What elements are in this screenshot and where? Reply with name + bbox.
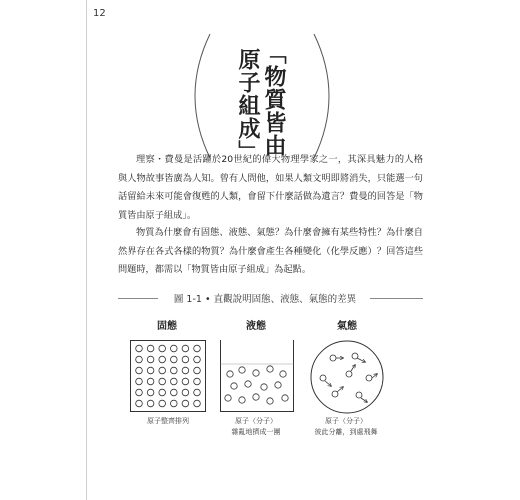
title-line-1: 「物質皆由 (261, 42, 286, 157)
solid-particle (159, 356, 166, 363)
caption-rule-left (118, 298, 158, 299)
solid-particle (194, 345, 201, 352)
solid-particle (136, 345, 143, 352)
solid-particle (136, 356, 143, 363)
solid-particle (159, 345, 166, 352)
page-number: 12 (93, 8, 106, 19)
paragraph-2 (118, 224, 423, 280)
liquid-note-line-1: 原子（分子） (235, 417, 277, 425)
solid-particle (194, 378, 201, 385)
solid-particle (194, 367, 201, 374)
solid-particle (182, 367, 189, 374)
gas-particles (320, 353, 372, 398)
solid-note-line-1: 原子整齊排列 (147, 417, 189, 425)
solid-particle (147, 345, 154, 352)
solid-particle (182, 389, 189, 396)
solid-particle (159, 367, 166, 374)
solid-diagram (130, 340, 206, 412)
solid-particle (147, 356, 154, 363)
solid-particle (136, 400, 143, 407)
solid-particle (171, 356, 178, 363)
solid-particle (194, 389, 201, 396)
liquid-note (206, 416, 306, 438)
gas-label: 氣態 (337, 321, 357, 332)
solid-particle (147, 389, 154, 396)
solid-particle (171, 367, 178, 374)
solid-particle (182, 400, 189, 407)
liquid-note-line-2: 雜亂地擠成一團 (231, 428, 281, 436)
gas-note-line-1: 原子（分子） (325, 417, 367, 425)
solid-label: 固態 (157, 321, 177, 332)
gas-diagram (309, 340, 385, 414)
solid-particle (159, 378, 166, 385)
page-margin-rule (86, 0, 87, 500)
gas-note-line-2: 彼此分離，到處飛舞 (314, 428, 378, 436)
gas-note (296, 416, 396, 438)
solid-particle (171, 378, 178, 385)
solid-particle (171, 345, 178, 352)
solid-note (118, 416, 218, 427)
solid-particle (182, 378, 189, 385)
solid-particle (136, 378, 143, 385)
solid-particle (147, 400, 154, 407)
solid-particle (182, 356, 189, 363)
liquid-label: 液態 (246, 321, 266, 332)
solid-particle (171, 389, 178, 396)
liquid-diagram (220, 340, 294, 412)
solid-particle (159, 400, 166, 407)
solid-particle (182, 345, 189, 352)
paragraph-2-text: 物質為什麼會有固態、液態、氣態？為什麼會擁有某些特性？為什麼自然界存在各式各樣的物質？為什麼會產生各種變化（化學反應）？回答這些問題時，都需以「物質皆由原子組成」為起點。 (118, 227, 423, 275)
title-line-2: 原子組成」 (235, 48, 260, 163)
solid-particle (136, 367, 143, 374)
figure-header (118, 291, 423, 305)
solid-particle (194, 356, 201, 363)
solid-particle (147, 378, 154, 385)
chapter-title (178, 30, 346, 162)
paragraph-1-text: 理察・費曼是活躍於20世紀的偉大物理學家之一，其深具魅力的人格與人物故事皆廣為人知。曾有人問他，如果人類文明即將消失，只能選一句話留給未來可能會復甦的人類，會留下什麼話做為遺言？費曼的回答是「物質皆由原子組成」。 (118, 154, 423, 221)
liquid-particles (225, 366, 288, 404)
caption-rule-right (370, 298, 423, 299)
solid-particle (171, 400, 178, 407)
solid-particle (159, 389, 166, 396)
solid-particle (194, 400, 201, 407)
solid-particle (147, 367, 154, 374)
solid-particle (136, 389, 143, 396)
figure-caption: 圖 1-1 • 直觀說明固態、液態、氣態的差異 (173, 294, 357, 305)
paragraph-1 (118, 151, 423, 225)
